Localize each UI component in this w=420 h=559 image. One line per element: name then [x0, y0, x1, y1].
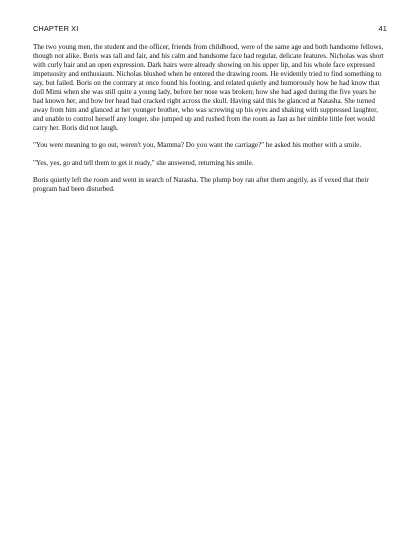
page-number: 41	[378, 24, 387, 33]
paragraph-3: "Yes, yes, go and tell them to get it ready," she answered, returning his smile.	[33, 158, 254, 167]
paragraph-4: Boris quietly left the room and went in search of Natasha. The plump boy ran after them angrily, as if vexed that their program had been disturbed.	[33, 176, 369, 194]
chapter-heading: CHAPTER XI	[33, 24, 79, 33]
paragraph-1: The two young men, the student and the officer, friends from childhood, were of the same age and both handsome fellows, though not alike. Boris was tall and fair, and his calm and handsome face had regular, delicate features. Nicholas was short with curly hair and an open expression. Dark hairs were already showing on his upper lip, and his whole face expressed impetuosity and enthusiasm. Nicholas blushed when he entered the drawing room. He evidently tried to find something to say, but failed. Boris on the contrary at once found his footing, and related quietly and humorously how he had know that doll Mimi when she was still quite a young lady, before her nose was broken; how she had aged during the five years he had known her, and how her head had cracked right across the skull. Having said this he glanced at Natasha. She turned away from him and glanced at her younger brother, who was screwing up his eyes and shaking with suppressed laughter, and unable to control herself any longer, she jumped up and rushed from the room as fast as her nimble little feet would carry her. Boris did not laugh.	[33, 43, 384, 132]
body-text	[33, 43, 388, 203]
paragraph-2: "You were meaning to go out, weren't you, Mamma? Do you want the carriage?" he asked his mother with a smile.	[33, 141, 362, 150]
running-header	[33, 24, 387, 36]
